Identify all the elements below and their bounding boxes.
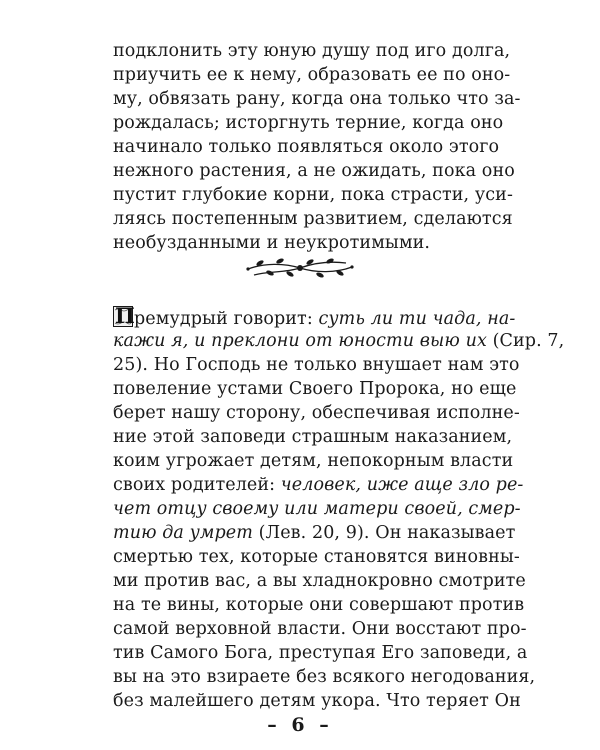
text-line: коим угрожает детям, непокорным власти [113,451,514,471]
scripture-quote: тию да умрет [113,523,253,543]
text-line [113,330,565,352]
text-line: приучить ее к нему, образовать ее по оно- [113,65,511,85]
scripture-quote: человек, иже аще зло ре- [280,475,524,495]
scripture-quote-line: чет отцу своему или матери своей, смер- [113,499,521,519]
dropcap-letter: П [115,303,135,328]
text-line: тив Самого Бога, преступая Его заповеди, а [113,643,528,663]
text-line-last: необузданными и неукротимыми. [113,233,431,253]
text-line: самой верховной власти. Они восстают про- [113,619,527,639]
text-line: начинало только появляться около этого [113,137,500,157]
text-line: ние этой заповеди страшным наказанием, [113,427,513,447]
text-line: повеление устами Своего Пророка, но еще [113,379,517,399]
text-line: берет нашу сторону, обеспечивая исполне- [113,403,520,423]
floral-divider-icon [244,253,356,283]
text-line: на те вины, которые они совершают против [113,595,525,615]
text-line: рождалась; исторгнуть терние, когда оно [113,113,504,133]
text-line-first [113,303,516,330]
text-line: пустит глубокие корни, пока страсти, уси- [113,185,513,205]
text-line: нежного растения, а не ожидать, пока оно [113,161,515,181]
text-line: 25). Но Господь не только внушает нам это [113,355,520,375]
text-line: му, обвязать рану, когда она только что за- [113,89,521,109]
drop-cap [113,303,135,328]
text-line: ми против вас, а вы хладнокровно смотрите [113,571,526,591]
text-line: смертью тех, которые становятся виновны- [113,547,520,567]
text-line: подклонить эту юную душу под иго долга, [113,41,511,61]
text-line: без малейшего детям укора. Что теряет Он [113,691,521,711]
scripture-reference: (Лев. 20, 9). Он наказывает [252,523,516,543]
scripture-quote: суть ли ти чада, на- [318,309,516,329]
text-segment: своих родителей: [113,475,281,495]
scripture-reference: (Сир. 7, [486,331,565,351]
scripture-quote: кажи я, и преклони от юности выю их [113,331,487,351]
text-segment: ремудрый говорит: [134,309,319,329]
text-line [113,522,516,544]
text-line: ляясь постепенным развитием, сделаются [113,209,513,229]
text-line: вы на это взираете без всякого негодования, [113,667,536,687]
text-line [113,474,524,496]
page-number: – 6 – [267,714,333,736]
